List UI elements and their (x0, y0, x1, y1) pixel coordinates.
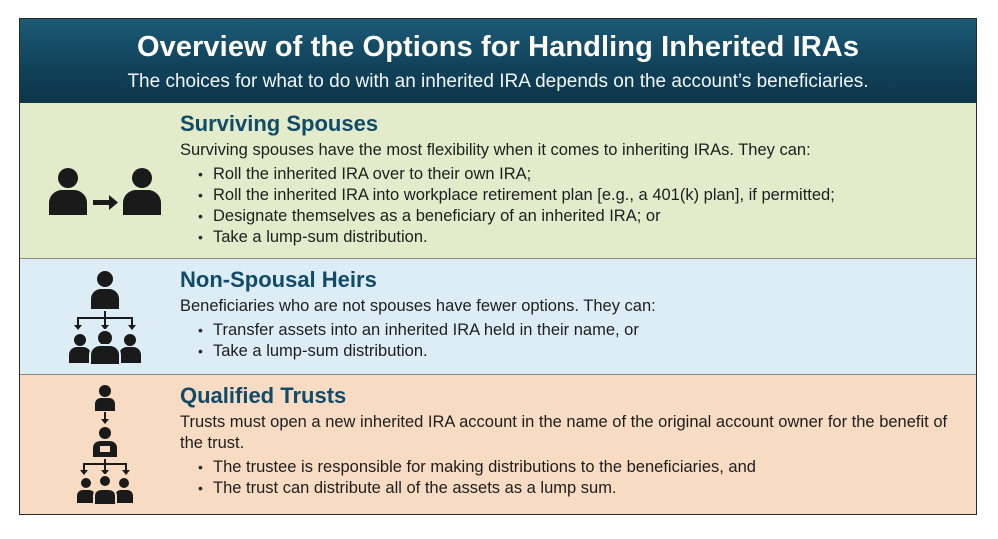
page-title: Overview of the Options for Handling Inherited IRAs (136, 31, 860, 63)
header-banner (20, 19, 976, 103)
list-item: • Designate themselves as a beneficiary of an inherited IRA; or (198, 206, 966, 227)
list-item: • Take a lump-sum distribution. (198, 341, 966, 362)
list-item: • Take a lump-sum distribution. (198, 227, 966, 248)
section-content (180, 267, 966, 362)
section-content (180, 383, 966, 499)
section-title: Qualified Trusts (180, 383, 347, 408)
section-text: Surviving spouses have the most flexibility when it comes to inheriting IRAs. They can: (180, 141, 811, 159)
list-item: • The trust can distribute all of the assets as a lump sum. (198, 478, 966, 499)
section-text: Beneficiaries who are not spouses have fewer options. They can: (180, 297, 656, 315)
section-surviving-spouses (20, 103, 976, 259)
page-subtitle: The choices for what to do with an inherited IRA depends on the account’s beneficiaries. (127, 71, 869, 92)
bullet-list (180, 320, 966, 362)
list-item: • Roll the inherited IRA over to their own IRA; (198, 164, 966, 185)
list-item: • Roll the inherited IRA into workplace retirement plan [e.g., a 401(k) plan], if permitted; (198, 185, 966, 206)
bullet-list (180, 457, 966, 499)
spouse-transfer-icon (46, 165, 166, 225)
trust-hierarchy-icon (75, 383, 135, 511)
section-qualified-trusts (20, 375, 976, 515)
section-title: Non-Spousal Heirs (180, 267, 377, 292)
list-item: • The trustee is responsible for making distributions to the beneficiaries, and (198, 457, 966, 478)
list-item: • Transfer assets into an inherited IRA held in their name, or (198, 320, 966, 341)
section-non-spousal-heirs (20, 259, 976, 375)
heirs-hierarchy-icon (67, 267, 147, 367)
infographic-frame (19, 18, 977, 515)
section-content (180, 111, 966, 248)
section-title: Surviving Spouses (180, 111, 379, 136)
section-text: Trusts must open a new inherited IRA account in the name of the original account owner for the benefit of the trust. (180, 413, 948, 452)
bullet-list (180, 164, 966, 248)
